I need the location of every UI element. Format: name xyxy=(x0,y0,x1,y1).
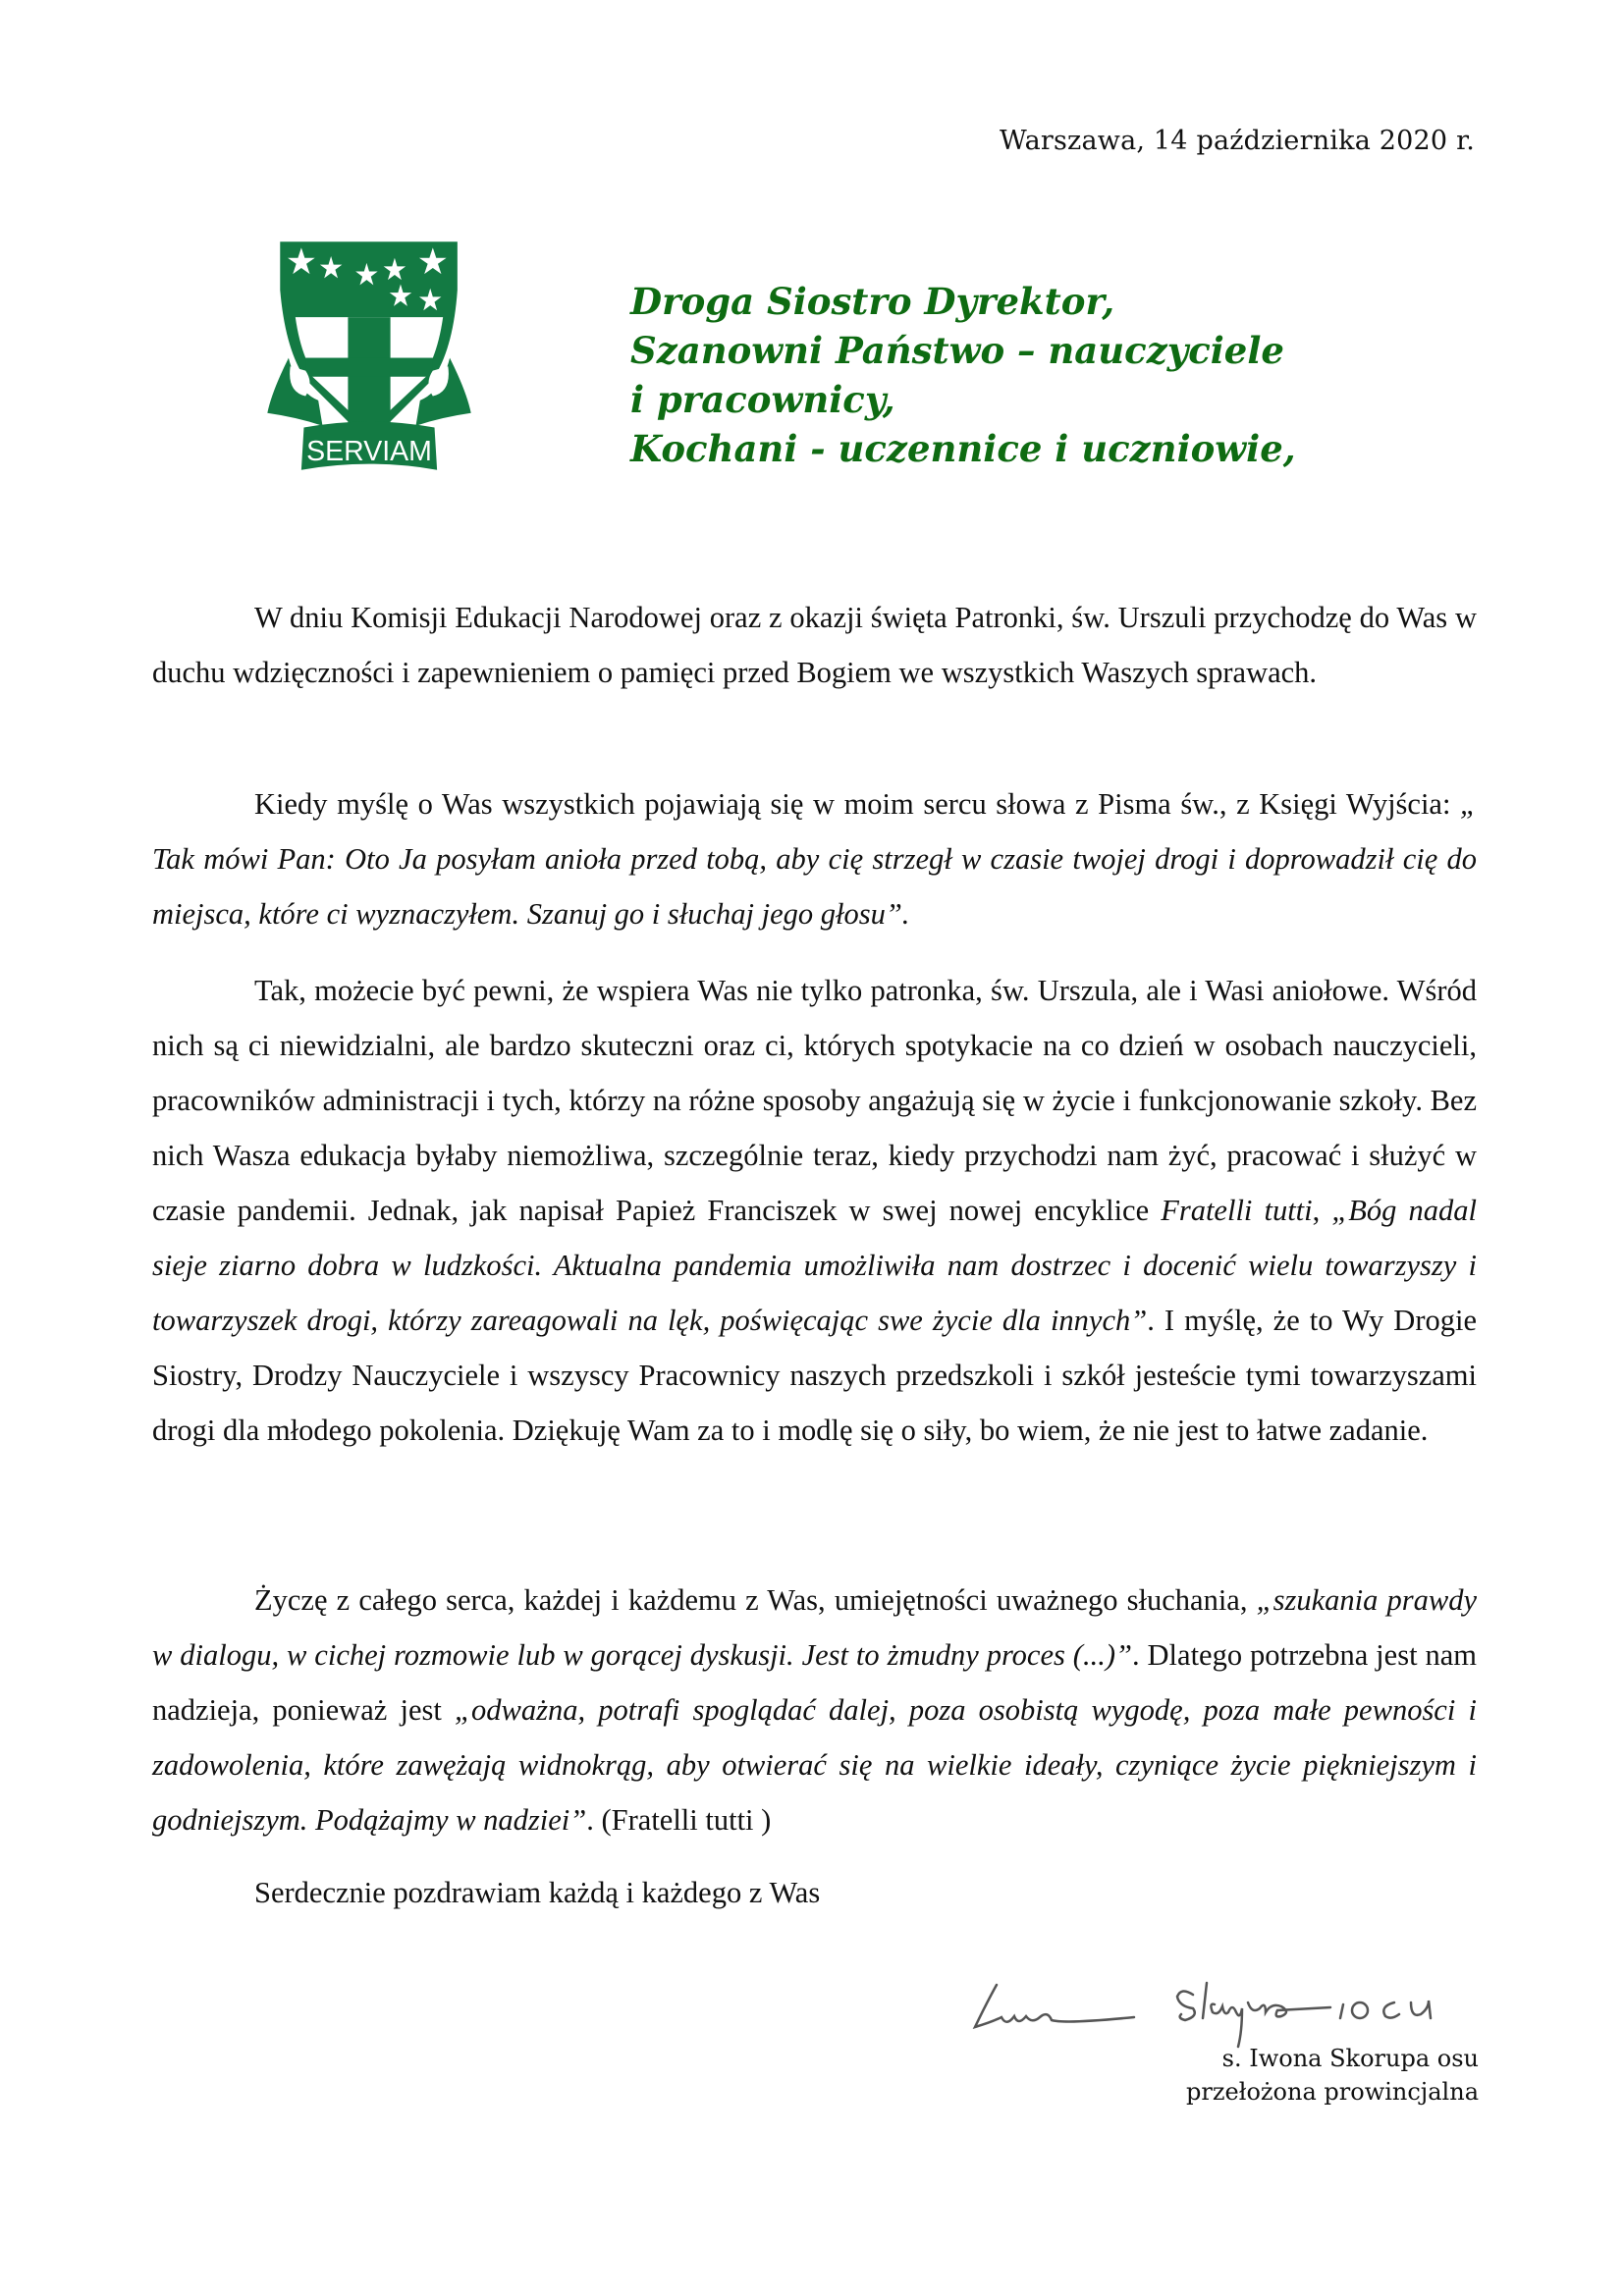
handwritten-signature-icon xyxy=(967,1973,1517,2052)
paragraph-text: . (Fratelli tutti ) xyxy=(586,1803,772,1837)
paragraph-text: . Dlatego potrzebna jest nam nadzieja, ponieważ jest xyxy=(152,1638,1477,1727)
encyclical-quote: „Bóg nadal sieje ziarno dobra w ludzkości. Aktualna pandemia umożliwiła nam dostrzec i docenić wielu towarzyszy i towarzyszek drogi, którzy zareagowali na lęk, poświęcając swe życie dla innych” xyxy=(152,1194,1477,1337)
signer-block xyxy=(1186,2042,1479,2109)
scripture-quote: „ Tak mówi Pan: Oto Ja posyłam anioła przed tobą, aby cię strzegł w czasie twojej drogi i doprowadził cię do miejsca, które ci wyznaczyłem. Szanuj go i słuchaj jego głosu”. xyxy=(152,787,1477,931)
salutation-line: Droga Siostro Dyrektor, xyxy=(630,280,1115,323)
paragraph-text: . I myślę, że to Wy Drogie Siostry, Drodzy Nauczyciele i wszyscy Pracownicy naszych przedszkoli i szkół jesteście tymi towarzyszami drogi dla młodego pokolenia. Dziękuję Wam za to i modlę się o siły, bo wiem, że nie jest to łatwe zadanie. xyxy=(152,1304,1477,1447)
paragraph-text: , xyxy=(1312,1194,1332,1227)
salutation xyxy=(630,277,1296,473)
signer-title: przełożona prowincjalna xyxy=(1186,2078,1479,2106)
serviam-crest-icon xyxy=(263,218,475,481)
paragraph-2 xyxy=(152,776,1477,941)
paragraph-text: W dniu Komisji Edukacji Narodowej oraz z okazji święta Patronki, św. Urszuli przychodzę do Was w duchu wdzięczności i zapewnieniem o pamięci przed Bogiem we wszystkich Waszych sprawach. xyxy=(152,601,1477,689)
encyclical-quote: „odważna, potrafi spoglądać dalej, poza osobistą wygodę, poza małe pewności i zadowolenia, które zawężają widnokrąg, aby otwierać się na wielkie ideały, czyniące życie piękniejszym i godniejszym. Podążajmy w nadziei” xyxy=(152,1693,1477,1837)
salutation-line: Kochani - uczennice i uczniowie, xyxy=(630,427,1296,470)
salutation-line: i pracownicy, xyxy=(630,378,895,421)
paragraph-3 xyxy=(152,963,1477,1458)
paragraph-text: Tak, możecie być pewni, że wspiera Was nie tylko patronka, św. Urszula, ale i Wasi aniołowe. Wśród nich są ci niewidzialni, ale bardzo skuteczni oraz ci, których spotykacie na co dzień w osobach nauczycieli, pracowników administracji i tych, którzy na różne sposoby angażują się w życie i funkcjonowanie szkoły. Bez nich Wasza edukacja byłaby niemożliwa, szczególnie teraz, kiedy przychodzi nam żyć, pracować i służyć w czasie pandemii. Jednak, jak napisał Papież Franciszek w swej nowej encyklice xyxy=(152,974,1477,1227)
salutation-line: Szanowni Państwo – nauczyciele xyxy=(630,329,1284,372)
paragraph-4 xyxy=(152,1573,1477,1847)
paragraph-1 xyxy=(152,590,1477,700)
encyclical-quote: „szukania prawdy w dialogu, w cichej rozmowie lub w gorącej dyskusji. Jest to żmudny proces (...)” xyxy=(152,1583,1477,1672)
logo-motto: SERVIAM xyxy=(306,436,432,468)
paragraph-text: Kiedy myślę o Was wszystkich pojawiają się w moim sercu słowa z Pisma św., z Księgi Wyjścia: xyxy=(254,787,1461,821)
letter-date: Warszawa, 14 października 2020 r. xyxy=(999,126,1475,156)
paragraph-text: Życzę z całego serca, każdej i każdemu z Was, umiejętności uważnego słuchania, xyxy=(254,1583,1257,1617)
signer-name: s. Iwona Skorupa osu xyxy=(1221,2045,1479,2072)
encyclical-title: Fratelli tutti xyxy=(1161,1194,1313,1227)
closing-line: Serdecznie pozdrawiam każdą i każdego z Was xyxy=(254,1876,821,1909)
